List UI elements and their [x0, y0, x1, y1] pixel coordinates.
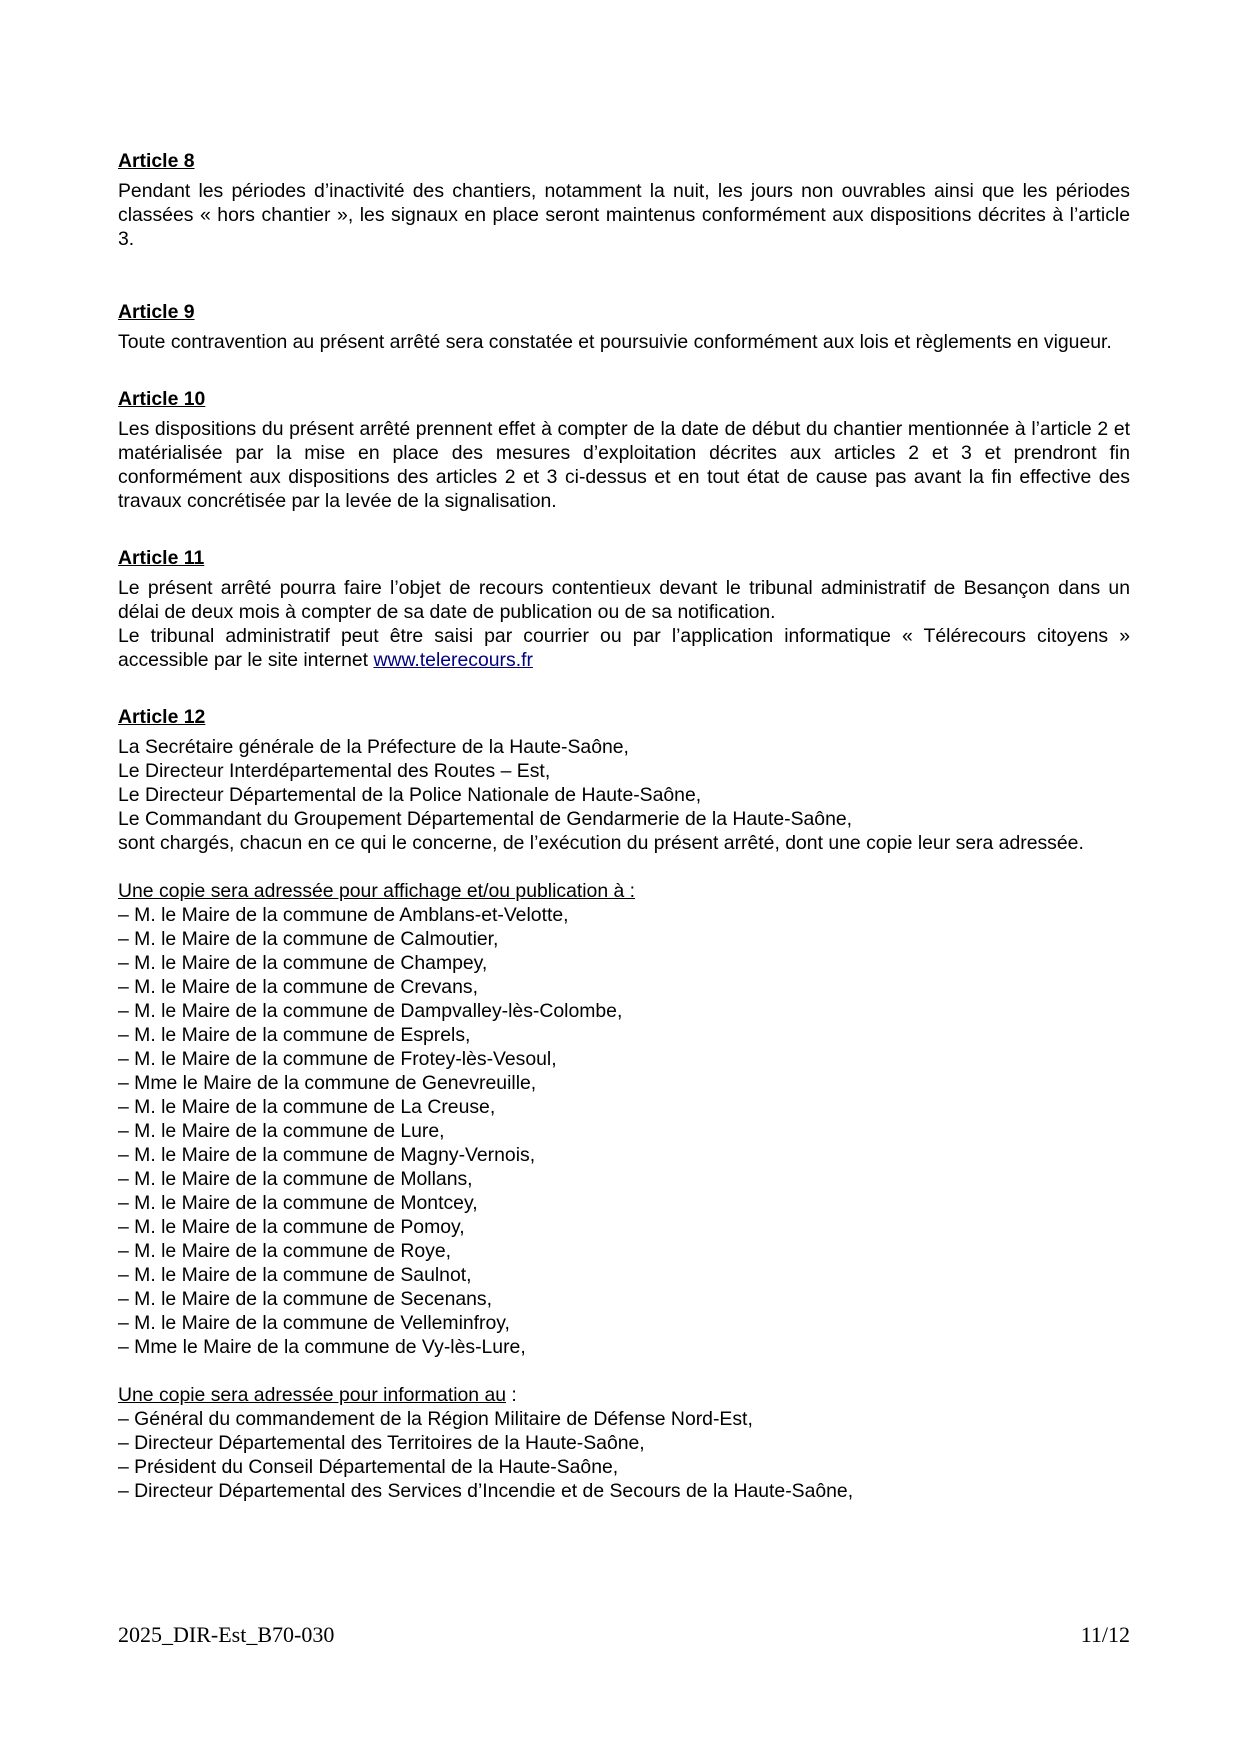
- list-item: – M. le Maire de la commune de Mollans,: [118, 1168, 473, 1190]
- article-11-text-2: [118, 624, 1130, 672]
- list-item: – M. le Maire de la commune de Dampvalley-lès-Colombe,: [118, 1000, 623, 1022]
- list-item: – Directeur Départemental des Territoires de la Haute-Saône,: [118, 1432, 645, 1454]
- list-item: – M. le Maire de la commune de Frotey-lès-Vesoul,: [118, 1048, 557, 1070]
- list-item: – M. le Maire de la commune de Esprels,: [118, 1024, 471, 1046]
- list-item: – Général du commandement de la Région Militaire de Défense Nord-Est,: [118, 1408, 753, 1430]
- list-item: – M. le Maire de la commune de Velleminfroy,: [118, 1312, 510, 1334]
- publication-recipient-list: [118, 903, 1130, 1359]
- list-item: – M. le Maire de la commune de La Creuse,: [118, 1096, 496, 1118]
- list-item: – M. le Maire de la commune de Roye,: [118, 1240, 452, 1262]
- list-item: – Mme le Maire de la commune de Genevreuille,: [118, 1072, 537, 1094]
- article-12-line: Le Commandant du Groupement Départemental de Gendarmerie de la Haute-Saône,: [118, 808, 853, 830]
- list-item: – M. le Maire de la commune de Secenans,: [118, 1288, 492, 1310]
- article-8-text: Pendant les périodes d’inactivité des chantiers, notamment la nuit, les jours non ouvrables ainsi que les périodes classées « hors chantier », les signaux en place seront maintenus conformément aux dispositions décrites à l’article 3.: [118, 180, 1130, 250]
- document-body: [118, 149, 1130, 1503]
- list-item: – Directeur Départemental des Services d’Incendie et de Secours de la Haute-Saône,: [118, 1480, 854, 1502]
- information-recipient-list: [118, 1407, 1130, 1503]
- list-item: – M. le Maire de la commune de Crevans,: [118, 976, 478, 998]
- list-item: – Président du Conseil Départemental de la Haute-Saône,: [118, 1456, 619, 1478]
- list-item: – M. le Maire de la commune de Champey,: [118, 952, 488, 974]
- article-8-title: Article 8: [118, 150, 195, 172]
- article-10-text: Les dispositions du présent arrêté prennent effet à compter de la date de début du chantier mentionnée à l’article 2 et matérialisée par la mise en place des mesures d’exploitation décrites aux articles 2 et 3 et prendront fin conformément aux dispositions des articles 2 et 3 ci-dessus et en tout état de cause pas avant la fin effective des travaux concrétisée par la levée de la signalisation.: [118, 418, 1130, 512]
- list-item: – M. le Maire de la commune de Montcey,: [118, 1192, 478, 1214]
- information-copies-heading: [118, 1383, 1130, 1407]
- article-12-title: Article 12: [118, 706, 206, 728]
- article-9-title: Article 9: [118, 301, 195, 323]
- page-number: 11/12: [1080, 1622, 1130, 1647]
- information-copies-heading-suffix: :: [506, 1384, 517, 1406]
- list-item: – M. le Maire de la commune de Lure,: [118, 1120, 445, 1142]
- document-reference: 2025_DIR-Est_B70-030: [118, 1622, 335, 1647]
- list-item: – M. le Maire de la commune de Pomoy,: [118, 1216, 465, 1238]
- publication-copies-heading: [118, 879, 1130, 903]
- list-item: – M. le Maire de la commune de Magny-Vernois,: [118, 1144, 536, 1166]
- list-item: – M. le Maire de la commune de Amblans-et-Velotte,: [118, 904, 569, 926]
- article-12-closing: sont chargés, chacun en ce qui le concerne, de l’exécution du présent arrêté, dont une copie leur sera adressée.: [118, 832, 1084, 854]
- list-item: – M. le Maire de la commune de Saulnot,: [118, 1264, 472, 1286]
- article-11-text-2-prefix: Le tribunal administratif peut être saisi par courrier ou par l’application informatique « Télérecours citoyens » accessible par le site internet: [118, 625, 1130, 671]
- article-11-title: Article 11: [118, 547, 205, 569]
- list-item: – Mme le Maire de la commune de Vy-lès-Lure,: [118, 1336, 526, 1358]
- article-12-line: Le Directeur Départemental de la Police Nationale de Haute-Saône,: [118, 784, 702, 806]
- article-10-title: Article 10: [118, 388, 206, 410]
- publication-copies-heading-text: Une copie sera adressée pour affichage et/ou publication à :: [118, 880, 636, 902]
- article-12-line: La Secrétaire générale de la Préfecture de la Haute-Saône,: [118, 736, 629, 758]
- list-item: – M. le Maire de la commune de Calmoutier,: [118, 928, 499, 950]
- telerecours-link[interactable]: www.telerecours.fr: [373, 649, 533, 671]
- information-copies-heading-text: Une copie sera adressée pour information au: [118, 1384, 507, 1406]
- article-9-text: Toute contravention au présent arrêté sera constatée et poursuivie conformément aux lois et règlements en vigueur.: [118, 331, 1112, 353]
- article-11-text-1: Le présent arrêté pourra faire l’objet de recours contentieux devant le tribunal administratif de Besançon dans un délai de deux mois à compter de sa date de publication ou de sa notification.: [118, 577, 1130, 623]
- article-12-line: Le Directeur Interdépartemental des Routes – Est,: [118, 760, 551, 782]
